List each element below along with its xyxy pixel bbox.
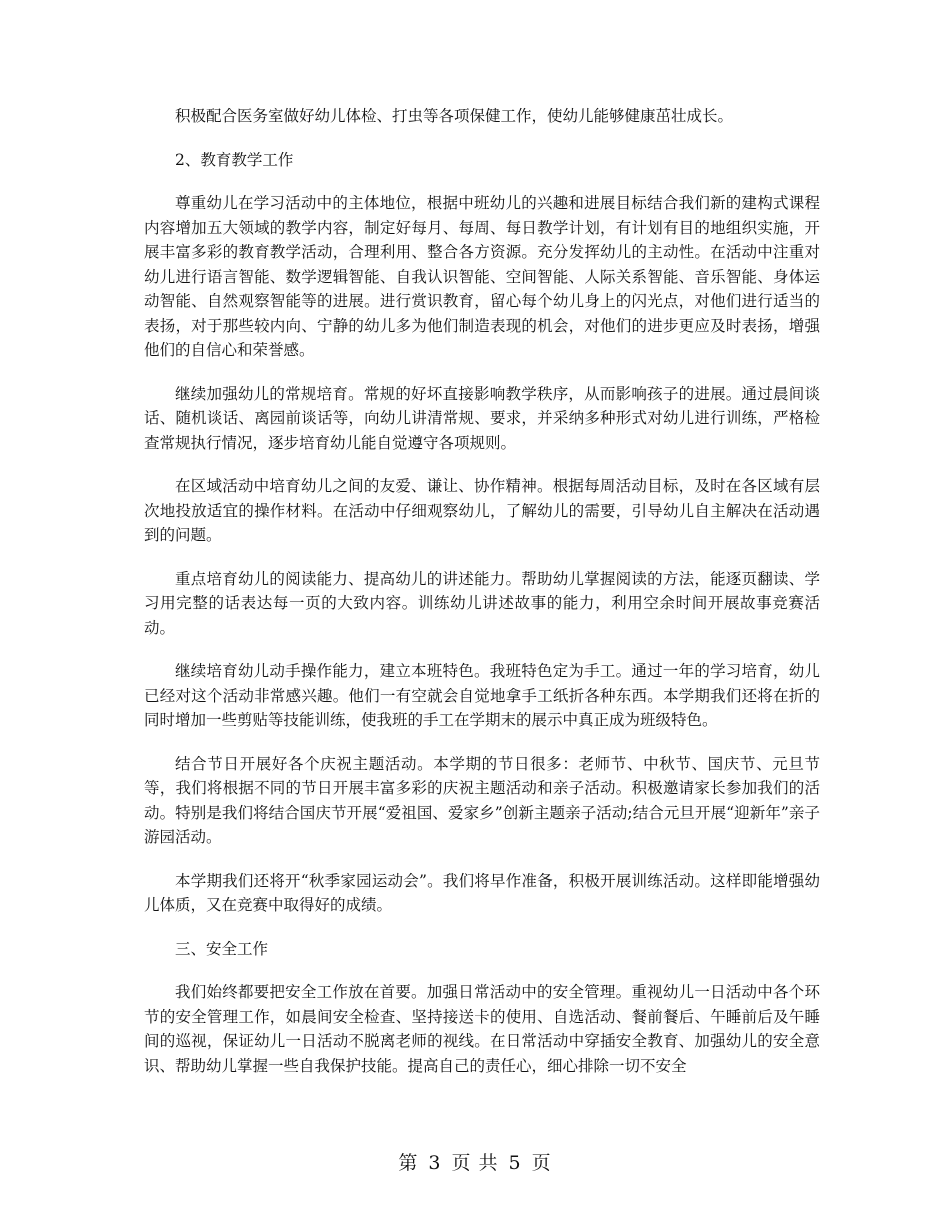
- paragraph: 重点培育幼儿的阅读能力、提高幼儿的讲述能力。帮助幼儿掌握阅读的方法，能逐页翻读、学习用完整的话表达每一页的大致内容。训练幼儿讲述故事的能力，利用空余时间开展故事竞赛活动。: [144, 569, 820, 637]
- paragraph: 继续培育幼儿动手操作能力，建立本班特色。我班特色定为手工。通过一年的学习培育，幼儿已经对这个活动非常感兴趣。他们一有空就会自觉地拿手工纸折各种东西。本学期我们还将在折的同时增加一些剪贴等技能训练，使我班的手工在学期末的展示中真正成为班级特色。: [144, 662, 820, 729]
- current-page-number: 3: [428, 1152, 442, 1174]
- paragraph: 在区域活动中培育幼儿之间的友爱、谦让、协作精神。根据每周活动目标，及时在各区域有层次地投放适宜的操作材料。在活动中仔细观察幼儿，了解幼儿的需要，引导幼儿自主解决在活动遇到的问题。: [144, 477, 820, 544]
- document-body: [144, 104, 820, 1097]
- footer-prefix: 第: [398, 1152, 419, 1174]
- total-page-count: 5: [508, 1152, 522, 1174]
- section-heading: 2、教育教学工作: [175, 150, 294, 169]
- paragraph: 尊重幼儿在学习活动中的主体地位，根据中班幼儿的兴趣和进展目标结合我们新的建构式课程内容增加五大领域的教学内容，制定好每月、每周、每日教学计划，有计划有目的地组织实施，开展丰富多彩的教育教学活动，合理利用、整合各方资源。充分发挥幼儿的主动性。在活动中注重对幼儿进行语言智能、数学逻辑智能、自我认识智能、空间智能、人际关系智能、音乐智能、身体运动智能、自然观察智能等的进展。进行赏识教育，留心每个幼儿身上的闪光点，对他们进行适当的表扬，对于那些较内向、宁静的幼儿多为他们制造表现的机会，对他们的进步更应及时表扬，增强他们的自信心和荣誉感。: [144, 194, 820, 359]
- page-footer: [0, 1150, 950, 1176]
- paragraph: 我们始终都要把安全工作放在首要。加强日常活动中的安全管理。重视幼儿一日活动中各个环节的安全管理工作，如晨间安全检查、坚持接送卡的使用、自选活动、餐前餐后、午睡前后及午睡间的巡视，保证幼儿一日活动不脱离老师的视线。在日常活动中穿插安全教育、加强幼儿的安全意识、帮助幼儿掌握一些自我保护技能。提高自己的责任心，细心排除一切不安全: [144, 983, 820, 1075]
- paragraph: 结合节日开展好各个庆祝主题活动。本学期的节日很多：老师节、中秋节、国庆节、元旦节等，我们将根据不同的节日开展丰富多彩的庆祝主题活动和亲子活动。积极邀请家长参加我们的活动。特别是我们将结合国庆节开展“爱祖国、爱家乡”创新主题亲子活动;结合元旦开展“迎新年”亲子游园活动。: [144, 754, 820, 846]
- footer-suffix: 页: [531, 1152, 552, 1174]
- paragraph: 继续加强幼儿的常规培育。常规的好坏直接影响教学秩序，从而影响孩子的进展。通过晨间谈话、随机谈话、离园前谈话等，向幼儿讲清常规、要求，并采纳多种形式对幼儿进行训练，严格检查常规执行情况，逐步培育幼儿能自觉遵守各项规则。: [144, 384, 820, 452]
- paragraph: 积极配合医务室做好幼儿体检、打虫等各项保健工作，使幼儿能够健康茁壮成长。: [175, 107, 734, 125]
- footer-middle: 页 共: [451, 1152, 499, 1174]
- section-heading: 三、安全工作: [175, 939, 269, 958]
- paragraph: 本学期我们还将开“秋季家园运动会”。我们将早作准备，积极开展训练活动。这样即能增强幼儿体质，又在竞赛中取得好的成绩。: [144, 871, 820, 914]
